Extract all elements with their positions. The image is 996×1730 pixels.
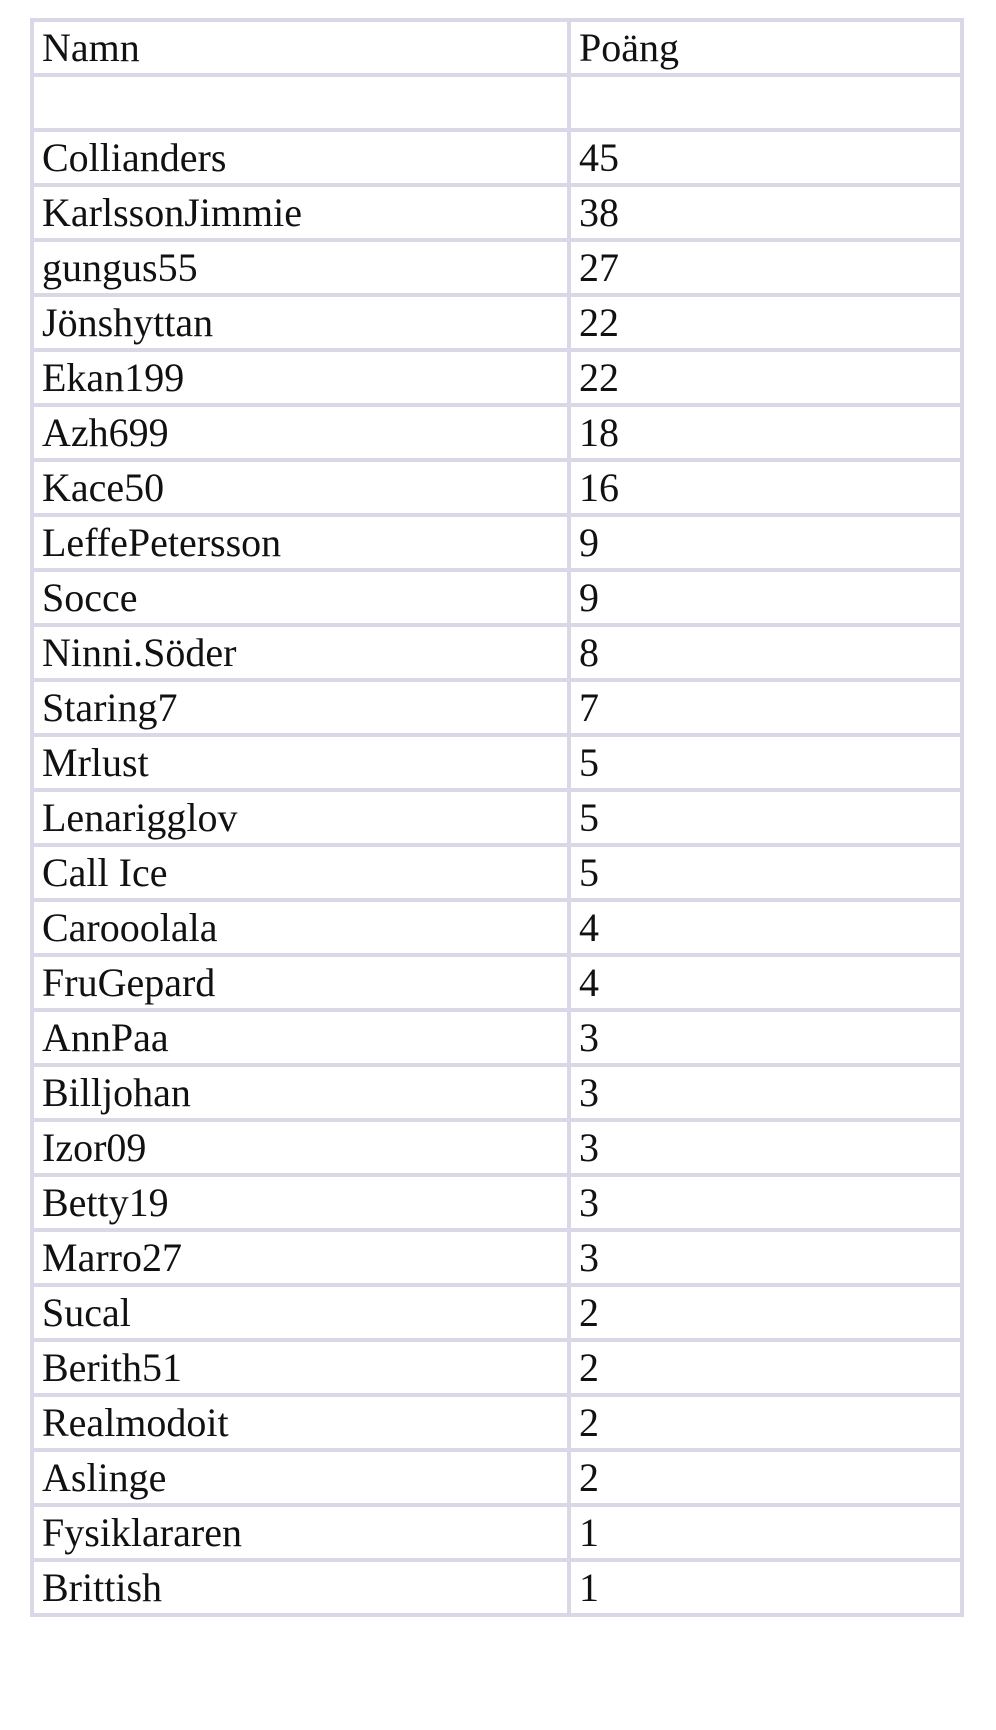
table-body	[32, 75, 962, 1615]
player-name: Collianders	[32, 130, 569, 185]
player-points: 22	[569, 350, 962, 405]
table-row	[32, 1120, 962, 1175]
player-name: Ekan199	[32, 350, 569, 405]
player-points: 45	[569, 130, 962, 185]
player-name: Call Ice	[32, 845, 569, 900]
player-points	[569, 75, 962, 130]
player-name: Kace50	[32, 460, 569, 515]
player-points: 5	[569, 790, 962, 845]
player-name: Staring7	[32, 680, 569, 735]
table-row	[32, 900, 962, 955]
table-row	[32, 680, 962, 735]
player-name: Marro27	[32, 1230, 569, 1285]
table-row	[32, 460, 962, 515]
table-row	[32, 1065, 962, 1120]
player-name: Azh699	[32, 405, 569, 460]
player-points: 3	[569, 1175, 962, 1230]
table-row	[32, 1340, 962, 1395]
player-points: 2	[569, 1395, 962, 1450]
table-row	[32, 1175, 962, 1230]
table-row	[32, 1505, 962, 1560]
table-row	[32, 1450, 962, 1505]
player-points: 1	[569, 1560, 962, 1615]
table-row	[32, 185, 962, 240]
player-name: AnnPaa	[32, 1010, 569, 1065]
player-name: Jönshyttan	[32, 295, 569, 350]
header-points: Poäng	[569, 20, 962, 75]
player-name: Sucal	[32, 1285, 569, 1340]
empty-row	[32, 75, 962, 130]
player-points: 9	[569, 570, 962, 625]
player-name: Billjohan	[32, 1065, 569, 1120]
player-points: 9	[569, 515, 962, 570]
player-points: 38	[569, 185, 962, 240]
player-name: Brittish	[32, 1560, 569, 1615]
player-points: 16	[569, 460, 962, 515]
table-row	[32, 570, 962, 625]
table-header	[32, 20, 962, 75]
player-name: Aslinge	[32, 1450, 569, 1505]
player-name: KarlssonJimmie	[32, 185, 569, 240]
player-points: 7	[569, 680, 962, 735]
table-row	[32, 845, 962, 900]
player-name: FruGepard	[32, 955, 569, 1010]
header-name: Namn	[32, 20, 569, 75]
score-table	[30, 18, 964, 1617]
player-name: Lenarigglov	[32, 790, 569, 845]
table-row	[32, 1395, 962, 1450]
player-name: Betty19	[32, 1175, 569, 1230]
player-name	[32, 75, 569, 130]
player-points: 18	[569, 405, 962, 460]
player-points: 2	[569, 1285, 962, 1340]
player-name: Izor09	[32, 1120, 569, 1175]
table-row	[32, 1230, 962, 1285]
table-row	[32, 735, 962, 790]
player-name: Carooolala	[32, 900, 569, 955]
player-points: 3	[569, 1230, 962, 1285]
player-points: 1	[569, 1505, 962, 1560]
table-row	[32, 350, 962, 405]
table-row	[32, 1560, 962, 1615]
player-name: Mrlust	[32, 735, 569, 790]
player-name: gungus55	[32, 240, 569, 295]
player-points: 8	[569, 625, 962, 680]
player-points: 4	[569, 955, 962, 1010]
player-points: 2	[569, 1450, 962, 1505]
table-row	[32, 955, 962, 1010]
table-row	[32, 405, 962, 460]
player-name: Fysiklararen	[32, 1505, 569, 1560]
table-row	[32, 1285, 962, 1340]
player-points: 27	[569, 240, 962, 295]
table-row	[32, 1010, 962, 1065]
table-row	[32, 790, 962, 845]
player-points: 3	[569, 1010, 962, 1065]
player-name: Realmodoit	[32, 1395, 569, 1450]
table-row	[32, 240, 962, 295]
header-row	[32, 20, 962, 75]
table-row	[32, 130, 962, 185]
player-name: Ninni.Söder	[32, 625, 569, 680]
table-row	[32, 295, 962, 350]
player-points: 2	[569, 1340, 962, 1395]
player-points: 5	[569, 845, 962, 900]
player-points: 22	[569, 295, 962, 350]
player-name: LeffePetersson	[32, 515, 569, 570]
player-points: 5	[569, 735, 962, 790]
player-points: 3	[569, 1120, 962, 1175]
player-points: 3	[569, 1065, 962, 1120]
player-name: Berith51	[32, 1340, 569, 1395]
table-row	[32, 515, 962, 570]
player-name: Socce	[32, 570, 569, 625]
table-row	[32, 625, 962, 680]
player-points: 4	[569, 900, 962, 955]
